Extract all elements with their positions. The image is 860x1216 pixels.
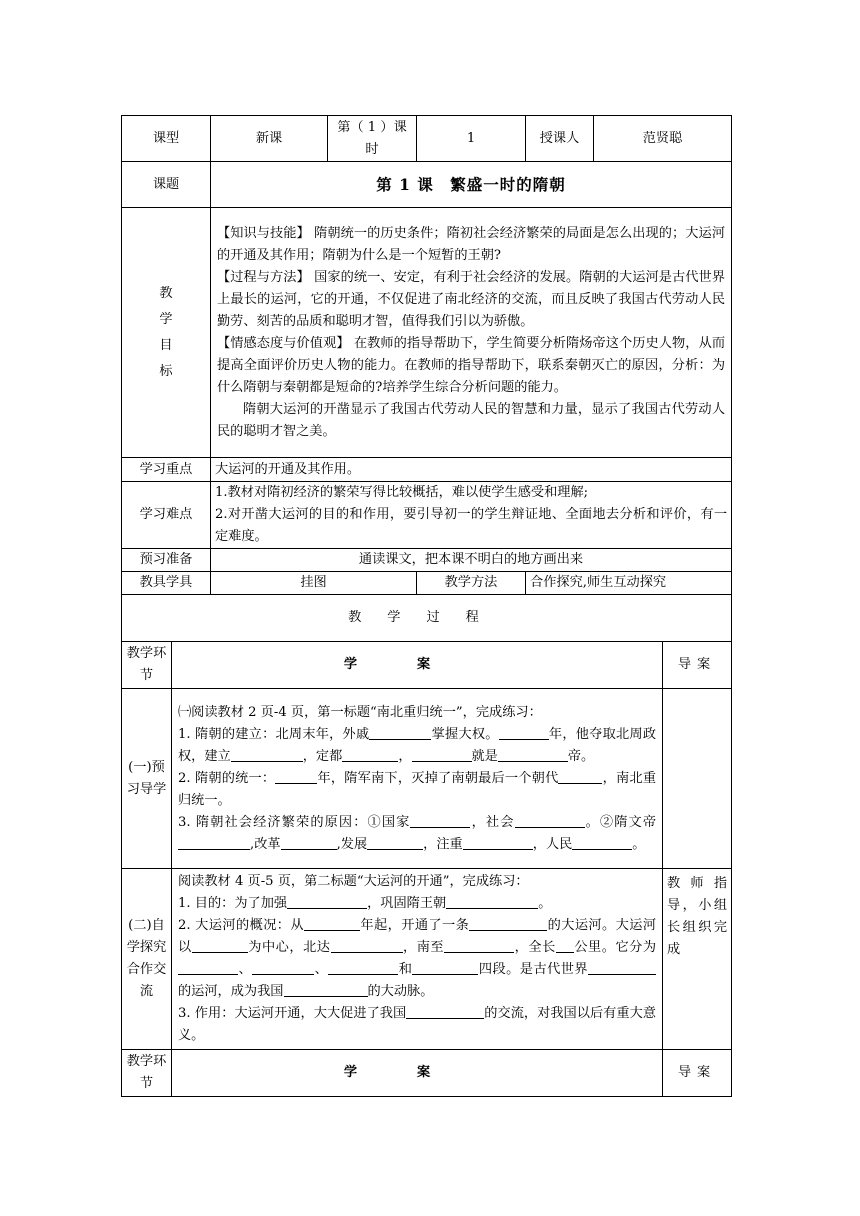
- blank-line[interactable]: [556, 938, 574, 953]
- tools-value: 挂图: [211, 572, 417, 595]
- stage-head: 教学环节: [122, 642, 172, 689]
- difficulty-row: [122, 482, 732, 549]
- blank-line[interactable]: [178, 835, 250, 850]
- prep-label: 预习准备: [122, 549, 211, 572]
- blank-line[interactable]: [342, 747, 398, 762]
- plan-head: 学案: [172, 1050, 663, 1097]
- process-heading-row: [122, 595, 732, 642]
- blank-line[interactable]: [412, 960, 478, 975]
- plan-head: 学案: [172, 642, 663, 689]
- blank-line[interactable]: [369, 725, 431, 740]
- blank-line[interactable]: [515, 813, 585, 828]
- blank-line[interactable]: [469, 916, 547, 931]
- topic-label: 课题: [122, 162, 211, 208]
- blank-line[interactable]: [498, 747, 568, 762]
- objectives-content: [211, 208, 732, 458]
- blank-line[interactable]: [410, 813, 470, 828]
- process-heading: 教学过程: [122, 595, 732, 642]
- blank-line[interactable]: [328, 960, 398, 975]
- blank-line[interactable]: [284, 982, 368, 997]
- blank-line[interactable]: [178, 960, 238, 975]
- section1-content: ㈠阅读教材 2 页-4 页，第一标题“南北重归统一”，完成练习： 1. 隋朝的建立：北周末年，外戚 掌握大权。 年，他夺取北周政权，建立 ，定都 ， 就是 帝。 2. 隋朝的统一： 年，隋军南下，灭掉了南朝最后一个朝代 ，南北重归统一。 3. 隋朝社会经济繁荣的原因：①国家 ，社会 。②隋文帝,改革 ,发展 ，注重 ，人民 。: [172, 689, 663, 869]
- objectives-row: [122, 208, 732, 458]
- header-row: [122, 116, 732, 162]
- blank-line[interactable]: [252, 960, 314, 975]
- section2-q2: 2. 大运河的概况：从 年起，开通了一条 的大运河。大运河以 为中心，北达 ，南至 ，全长 公里。它分为、 、 和 四段。是古代世界的运河，成为我国 的大动脉。: [178, 918, 657, 999]
- section1-q1: 1. 隋朝的建立：北周末年，外戚 掌握大权。 年，他夺取北周政权，建立 ，定都 ， 就是 帝。: [178, 726, 657, 764]
- lesson-plan-document: [121, 115, 731, 1097]
- period-value: 1: [417, 116, 526, 162]
- lesson-plan-table: [121, 115, 732, 1097]
- tools-row: [122, 572, 732, 595]
- section1-row: [122, 689, 732, 869]
- section2-label: (二)自学探究合作交流: [122, 869, 172, 1050]
- blank-line[interactable]: [558, 769, 602, 784]
- blank-line[interactable]: [499, 725, 549, 740]
- blank-line[interactable]: [275, 769, 317, 784]
- blank-line[interactable]: [192, 938, 248, 953]
- blank-line[interactable]: [463, 835, 533, 850]
- teacher-value: 范贤聪: [594, 116, 732, 162]
- objectives-label: 教 学 目 标: [122, 208, 211, 458]
- prep-text: 通读课文，把本课不明白的地方画出来: [211, 549, 732, 572]
- blank-line[interactable]: [412, 747, 472, 762]
- blank-line[interactable]: [287, 894, 367, 909]
- tools-label: 教具学具: [122, 572, 211, 595]
- section1-q2: 2. 隋朝的统一： 年，隋军南下，灭掉了南朝最后一个朝代 ，南北重归统一。: [178, 770, 657, 808]
- key-point-row: [122, 458, 732, 482]
- section1-q3: 3. 隋朝社会经济繁荣的原因：①国家 ，社会 。②隋文帝,改革 ,发展 ，注重 ，人民 。: [178, 814, 657, 852]
- guide-head: 导案: [663, 642, 732, 689]
- blank-line[interactable]: [281, 835, 337, 850]
- objective-attitude: 【情感态度与价值观】 在教师的指导帮助下，学生简要分析隋炀帝这个历史人物，从而提高全面评价历史人物的能力。在教师的指导帮助下，联系秦朝灭亡的原因，分析：为什么隋朝与秦朝都是短命的?培养学生综合分析问题的能力。: [217, 335, 726, 395]
- column-head-row: [122, 642, 732, 689]
- section1-label: (一)预习导学: [122, 689, 172, 869]
- guide-head: 导案: [663, 1050, 732, 1097]
- stage-head: 教学环节: [122, 1050, 172, 1097]
- key-point-text: 大运河的开通及其作用。: [211, 458, 732, 482]
- section2-row: [122, 869, 732, 1050]
- type-value: 新课: [211, 116, 328, 162]
- section2-guide: 教师指导，小组长组织完成: [663, 869, 732, 1050]
- prep-row: [122, 549, 732, 572]
- blank-line[interactable]: [331, 938, 403, 953]
- section1-guide: [663, 689, 732, 869]
- column-head-row-repeat: [122, 1050, 732, 1097]
- blank-line[interactable]: [444, 938, 514, 953]
- difficulty-label: 学习难点: [122, 482, 211, 549]
- section2-content: 阅读教材 4 页-5 页，第二标题“大运河的开通”，完成练习： 1. 目的：为了加强 ，巩固隋王朝 。 2. 大运河的概况：从 年起，开通了一条 的大运河。大运河以 为中心，北达 ，南至 ，全长 公里。它分为、 、 和 四段。是古代世界的运河，成为我国 的大动脉。 3. 作用：大运河开通，大大促进了我国 的交流，对我国以后有重大意义。: [172, 869, 663, 1050]
- section2-q1: 1. 目的：为了加强 ，巩固隋王朝 。: [178, 896, 552, 911]
- key-point-label: 学习重点: [122, 458, 211, 482]
- blank-line[interactable]: [446, 894, 538, 909]
- blank-line[interactable]: [367, 835, 423, 850]
- topic-row: [122, 162, 732, 208]
- blank-line[interactable]: [572, 835, 632, 850]
- difficulty-text: 1.教材对隋初经济的繁荣写得比较概括，难以使学生感受和理解; 2.对开凿大运河的目的和作用，要引导初一的学生辩证地、全面地去分析和评价，有一定难度。: [211, 482, 732, 549]
- blank-line[interactable]: [304, 916, 360, 931]
- blank-line[interactable]: [588, 960, 656, 975]
- objective-process: 【过程与方法】 国家的统一、安定，有利于社会经济的发展。隋朝的大运河是古代世界上最长的运河，它的开通，不仅促进了南北经济的交流，而且反映了我国古代劳动人民勤劳、刻苦的品质和聪明才智，值得我们引以为骄傲。: [217, 269, 726, 329]
- objective-knowledge: 【知识与技能】 隋朝统一的历史条件；隋初社会经济繁荣的局面是怎么出现的；大运河的开通及其作用；隋朝为什么是一个短暂的王朝?: [217, 225, 726, 263]
- type-label: 课型: [122, 116, 211, 162]
- period-label: 第（ 1 ）课时: [328, 116, 417, 162]
- section2-q3: 3. 作用：大运河开通，大大促进了我国 的交流，对我国以后有重大意义。: [178, 1006, 657, 1043]
- blank-line[interactable]: [406, 1004, 484, 1019]
- method-value: 合作探究,师生互动探究: [526, 572, 732, 595]
- objective-summary: 隋朝大运河的开凿显示了我国古代劳动人民的智慧和力量，显示了我国古代劳动人民的聪明才智之美。: [217, 401, 726, 439]
- teacher-label: 授课人: [526, 116, 594, 162]
- lesson-title: 第 1 课 繁盛一时的隋朝: [211, 162, 732, 208]
- method-label: 教学方法: [417, 572, 526, 595]
- blank-line[interactable]: [231, 747, 303, 762]
